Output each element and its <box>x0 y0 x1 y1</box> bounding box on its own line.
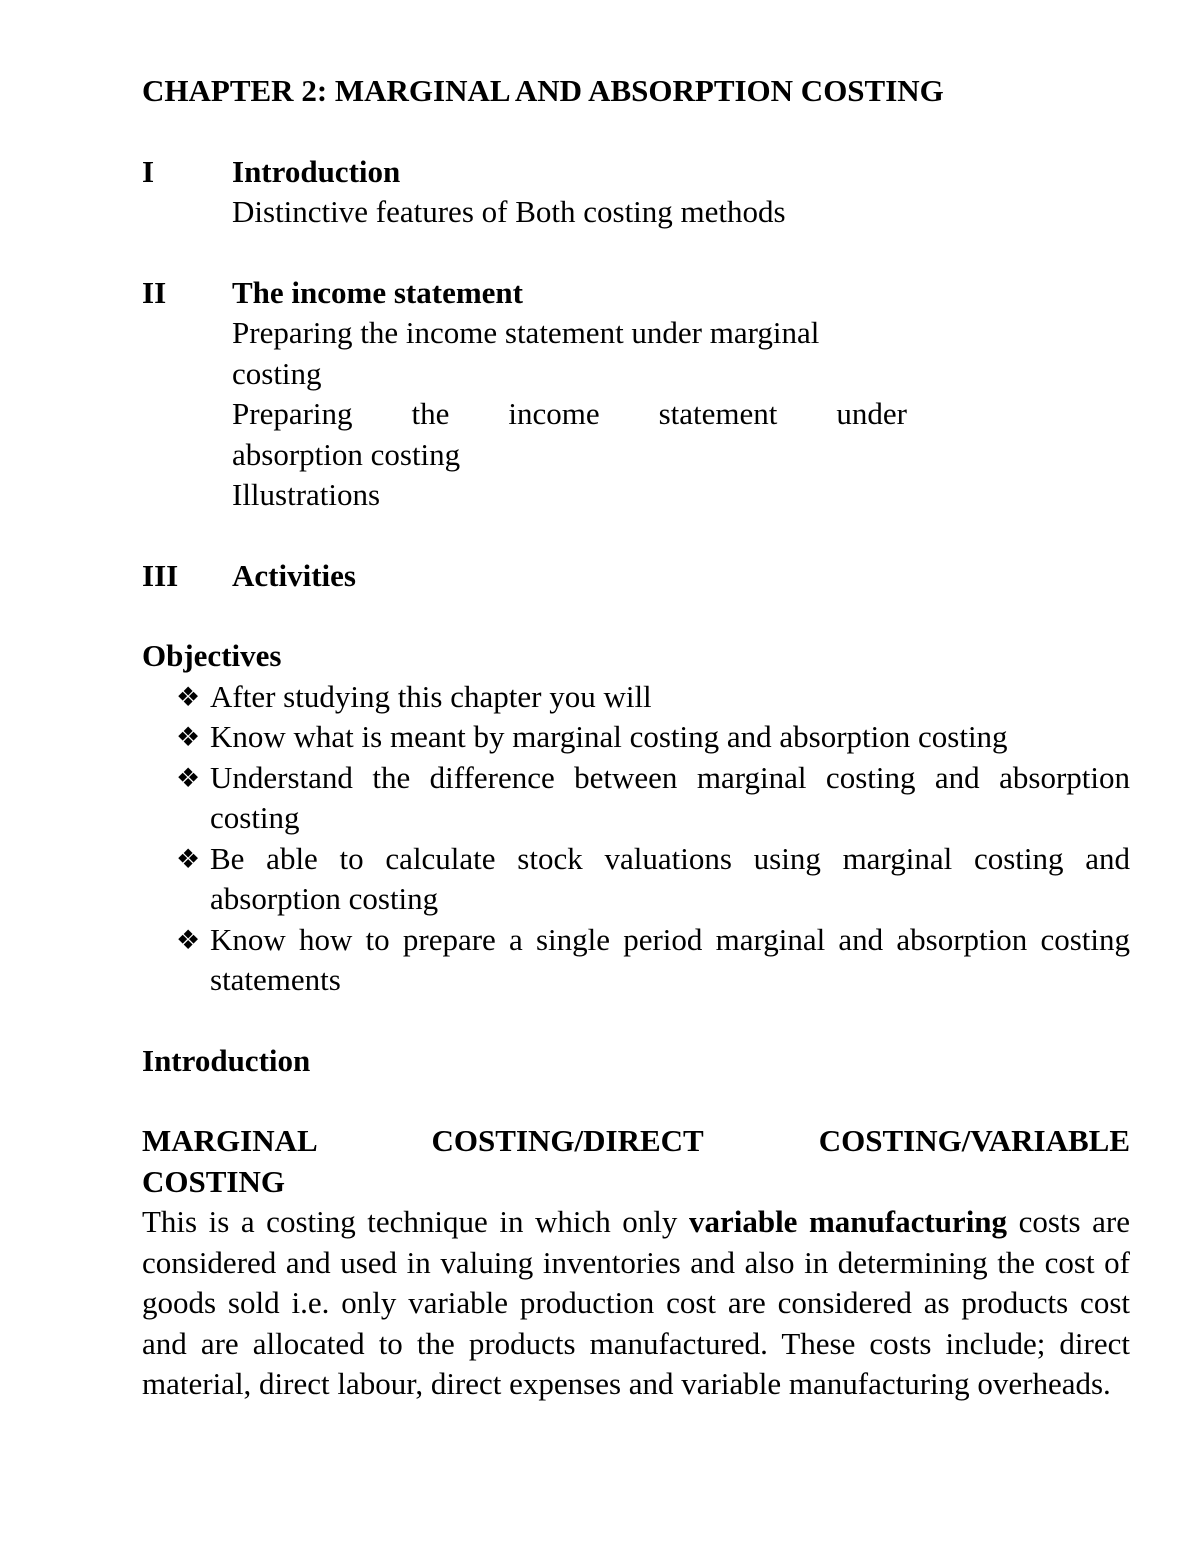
spacer <box>142 112 1130 152</box>
section-line: absorption costing <box>232 436 461 472</box>
list-item <box>142 677 1130 718</box>
section-body <box>232 152 907 233</box>
objectives-list <box>142 677 1130 1001</box>
objective-text: After studying this chapter you will <box>210 678 652 714</box>
list-item <box>142 920 1130 1001</box>
heading-line: COSTING <box>142 1163 285 1199</box>
spacer <box>142 1001 1130 1041</box>
list-item <box>142 839 1130 920</box>
section-line: Preparing the income statement under marginal <box>232 315 820 350</box>
list-item <box>142 758 1130 839</box>
objective-text: Be able to calculate stock valuations using marginal costing and absorption costing <box>210 840 1130 916</box>
spacer <box>142 516 1130 556</box>
diamond-bullet-icon: ❖ <box>176 722 201 752</box>
section-body <box>232 273 907 516</box>
section-activities <box>142 556 1130 597</box>
section-line: Preparing the income statement under <box>232 396 907 431</box>
paragraph-bold-text: variable manufacturing <box>688 1204 1008 1239</box>
spacer <box>142 233 1130 273</box>
section-heading: The income statement <box>232 274 523 310</box>
objective-text: Understand the difference between marginal costing and absorption costing <box>210 759 1130 835</box>
section-heading: Introduction <box>232 153 401 189</box>
diamond-bullet-icon: ❖ <box>176 843 201 874</box>
spacer <box>142 596 1130 636</box>
page-content <box>142 71 1130 1405</box>
section-introduction <box>142 152 1130 233</box>
objective-text: Know how to prepare a single period marginal and absorption costing statements <box>210 921 1130 997</box>
list-item <box>142 717 1130 758</box>
paragraph-text: This is a costing technique in which only <box>142 1204 689 1239</box>
introduction-paragraph <box>142 1202 1130 1405</box>
section-number: I <box>142 153 155 189</box>
diamond-bullet-icon: ❖ <box>176 681 201 712</box>
objectives-title: Objectives <box>142 638 282 673</box>
section-line: costing <box>232 355 322 391</box>
marginal-costing-heading <box>142 1121 1130 1202</box>
section-number: III <box>142 557 179 593</box>
diamond-bullet-icon: ❖ <box>176 924 201 955</box>
diamond-bullet-icon: ❖ <box>176 762 201 793</box>
section-line: Distinctive features of Both costing methods <box>232 194 786 229</box>
objective-text: Know what is meant by marginal costing and absorption costing <box>210 719 1008 754</box>
chapter-title: CHAPTER 2: MARGINAL AND ABSORPTION COSTING <box>142 73 944 108</box>
section-number: II <box>142 274 167 310</box>
section-body <box>232 556 907 597</box>
introduction-title: Introduction <box>142 1042 311 1078</box>
section-heading: Activities <box>232 557 356 593</box>
paragraph-text: costs are considered and used in valuing inventories and also in determining the cost of goods sold i.e. only variable production cost are considered as products cost and are allocated to the products manufactured. These costs include; direct material, direct labour, direct expenses and variable manufacturing overheads. <box>142 1204 1130 1401</box>
section-line: Illustrations <box>232 477 381 512</box>
section-income-statement <box>142 273 1130 516</box>
spacer <box>142 1081 1130 1121</box>
heading-line: MARGINAL COSTING/DIRECT COSTING/VARIABLE <box>142 1123 1130 1158</box>
